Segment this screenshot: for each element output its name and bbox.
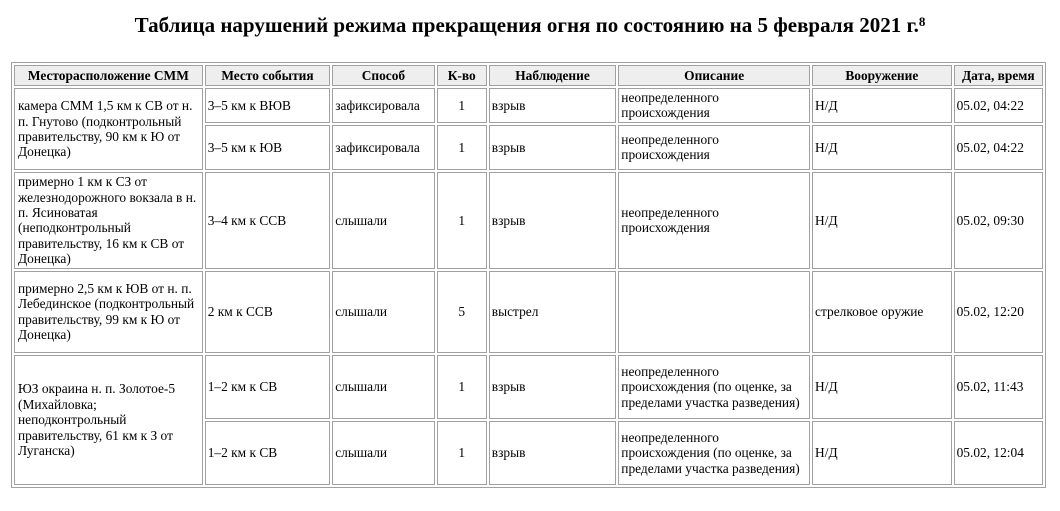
- observation-cell: взрыв: [489, 125, 617, 170]
- place-cell: 1–2 км к СВ: [205, 421, 330, 485]
- method-cell: слышали: [332, 421, 434, 485]
- observation-cell: взрыв: [489, 172, 617, 269]
- observation-cell: взрыв: [489, 421, 617, 485]
- count-cell: 1: [437, 421, 487, 485]
- table-row: [14, 172, 1043, 269]
- count-cell: 1: [437, 88, 487, 123]
- place-cell: 3–4 км к ССВ: [205, 172, 330, 269]
- place-cell: 1–2 км к СВ: [205, 355, 330, 419]
- observation-cell: выстрел: [489, 271, 617, 353]
- method-cell: зафиксировала: [332, 88, 434, 123]
- location-cell: примерно 1 км к СЗ от железнодорожного вокзала в н. п. Ясиноватая (неподконтрольный правительству, 16 км к СВ от Донецка): [14, 172, 203, 269]
- datetime-cell: 05.02, 11:43: [954, 355, 1043, 419]
- description-cell: неопределенного происхождения: [618, 88, 810, 123]
- count-cell: 1: [437, 172, 487, 269]
- datetime-cell: 05.02, 12:04: [954, 421, 1043, 485]
- place-cell: 3–5 км к ВЮВ: [205, 88, 330, 123]
- place-cell: 3–5 км к ЮВ: [205, 125, 330, 170]
- weapon-cell: Н/Д: [812, 88, 952, 123]
- location-cell: камера СММ 1,5 км к СВ от н. п. Гнутово (подконтрольный правительству, 90 км к Ю от Донецка): [14, 88, 203, 170]
- header-description: Описание: [618, 65, 810, 86]
- table-row: [14, 355, 1043, 419]
- header-datetime: Дата, время: [954, 65, 1043, 86]
- location-cell: ЮЗ окраина н. п. Золотое-5 (Михайловка; неподконтрольный правительству, 61 км к З от Луганска): [14, 355, 203, 485]
- header-weapon: Вооружение: [812, 65, 952, 86]
- count-cell: 1: [437, 355, 487, 419]
- observation-cell: взрыв: [489, 355, 617, 419]
- observation-cell: взрыв: [489, 88, 617, 123]
- header-observation: Наблюдение: [489, 65, 617, 86]
- weapon-cell: Н/Д: [812, 355, 952, 419]
- ceasefire-violations-table: [11, 62, 1046, 488]
- datetime-cell: 05.02, 04:22: [954, 88, 1043, 123]
- description-cell: неопределенного происхождения: [618, 125, 810, 170]
- description-cell: неопределенного происхождения (по оценке, за пределами участка разведения): [618, 421, 810, 485]
- method-cell: слышали: [332, 172, 434, 269]
- header-method: Способ: [332, 65, 434, 86]
- weapon-cell: Н/Д: [812, 172, 952, 269]
- place-cell: 2 км к ССВ: [205, 271, 330, 353]
- datetime-cell: 05.02, 12:20: [954, 271, 1043, 353]
- datetime-cell: 05.02, 04:22: [954, 125, 1043, 170]
- description-cell: неопределенного происхождения (по оценке, за пределами участка разведения): [618, 355, 810, 419]
- page-title: [0, 12, 1060, 38]
- table-row: [14, 271, 1043, 353]
- description-cell: [618, 271, 810, 353]
- location-cell: примерно 2,5 км к ЮВ от н. п. Лебединское (подконтрольный правительству, 99 км к Ю от Донецка): [14, 271, 203, 353]
- weapon-cell: Н/Д: [812, 421, 952, 485]
- header-row: [14, 65, 1043, 86]
- method-cell: зафиксировала: [332, 125, 434, 170]
- header-place: Место события: [205, 65, 330, 86]
- method-cell: слышали: [332, 355, 434, 419]
- title-text: Таблица нарушений режима прекращения огня по состоянию на 5 февраля 2021 г.: [134, 13, 919, 37]
- weapon-cell: Н/Д: [812, 125, 952, 170]
- count-cell: 5: [437, 271, 487, 353]
- header-location: Месторасположение СММ: [14, 65, 203, 86]
- description-cell: неопределенного происхождения: [618, 172, 810, 269]
- method-cell: слышали: [332, 271, 434, 353]
- weapon-cell: стрелковое оружие: [812, 271, 952, 353]
- count-cell: 1: [437, 125, 487, 170]
- footnote-marker: 8: [918, 14, 926, 29]
- table-row: [14, 88, 1043, 123]
- header-count: К-во: [437, 65, 487, 86]
- datetime-cell: 05.02, 09:30: [954, 172, 1043, 269]
